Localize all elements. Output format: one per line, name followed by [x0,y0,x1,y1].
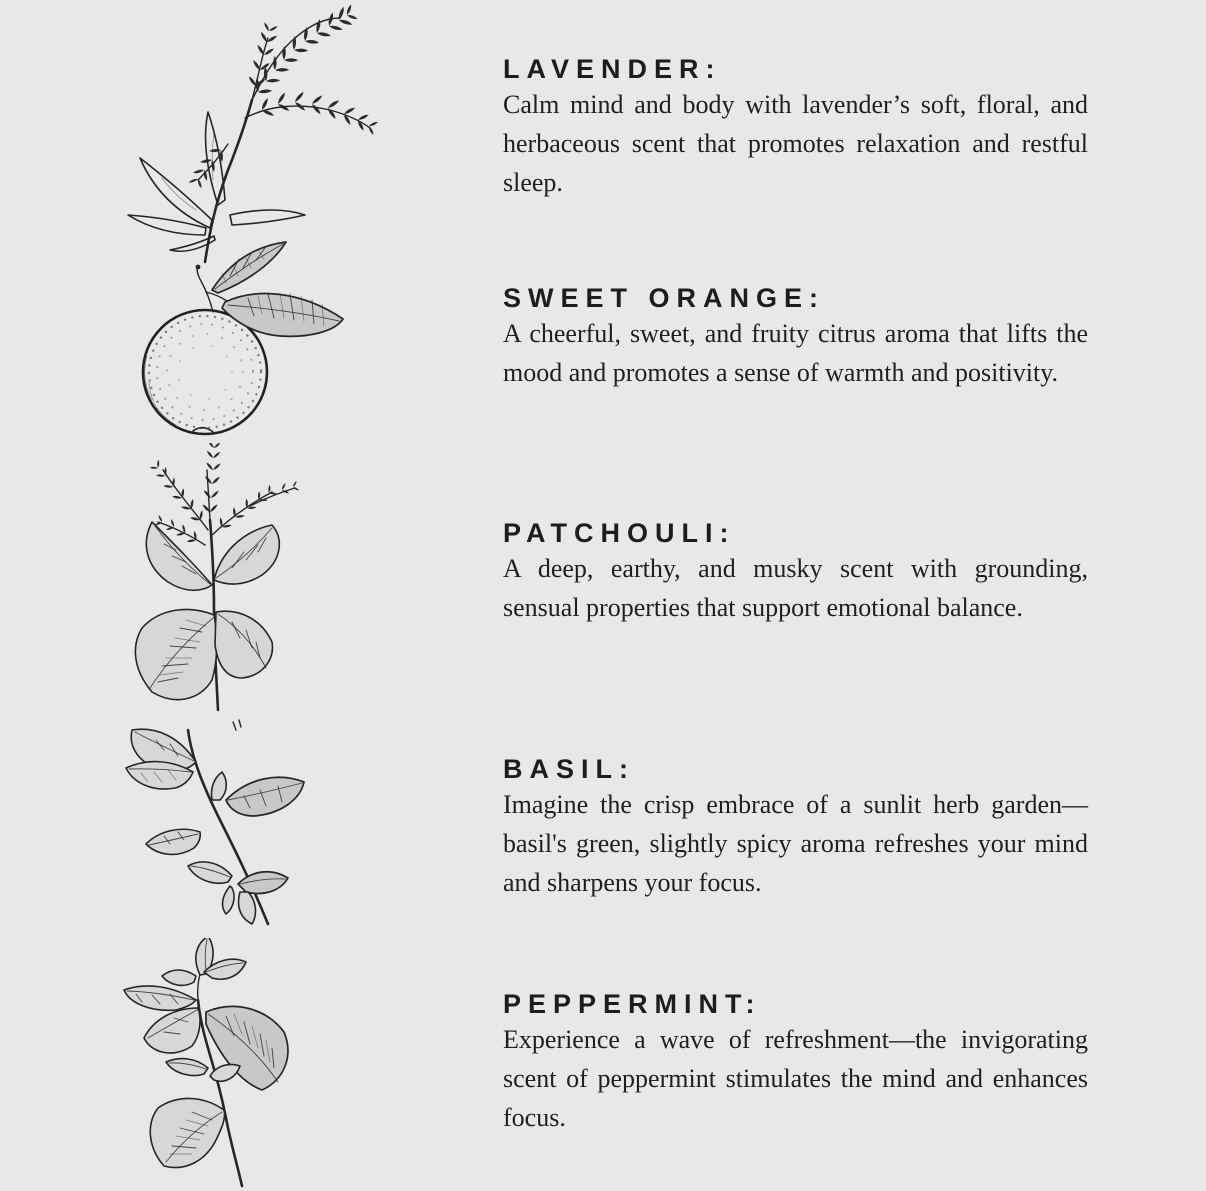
lavender-heading: LAVENDER: [503,54,722,84]
sweet-orange-heading: SWEET ORANGE: [503,283,826,313]
patchouli-heading: PATCHOULI: [503,518,736,548]
patchouli-plant-illustration [115,443,315,713]
lavender-description: Calm mind and body with lavender’s soft, floral, and herbaceous scent that promotes relaxation and restful sleep. [503,90,1088,197]
section-patchouli [503,519,1088,627]
section-peppermint [503,990,1088,1137]
sweet-orange-description: A cheerful, sweet, and fruity citrus aroma that lifts the mood and promotes a sense of warmth and positivity. [503,319,1088,387]
basil-description: Imagine the crisp embrace of a sunlit herb garden—basil's green, slightly spicy aroma refreshes your mind and sharpens your focus. [503,790,1088,897]
patchouli-description: A deep, earthy, and musky scent with grounding, sensual properties that support emotional balance. [503,554,1088,622]
peppermint-description: Experience a wave of refreshment—the invigorating scent of peppermint stimulates the mind and enhances focus. [503,1025,1088,1132]
peppermint-sprig-illustration [115,938,300,1188]
basil-heading: BASIL: [503,754,635,784]
orange-fruit-illustration [130,238,355,438]
section-lavender [503,55,1088,202]
section-basil [503,755,1088,902]
peppermint-heading: PEPPERMINT: [503,989,762,1019]
basil-sprig-illustration [115,718,310,930]
lavender-sprig-illustration [100,5,390,265]
section-sweet-orange [503,284,1088,392]
